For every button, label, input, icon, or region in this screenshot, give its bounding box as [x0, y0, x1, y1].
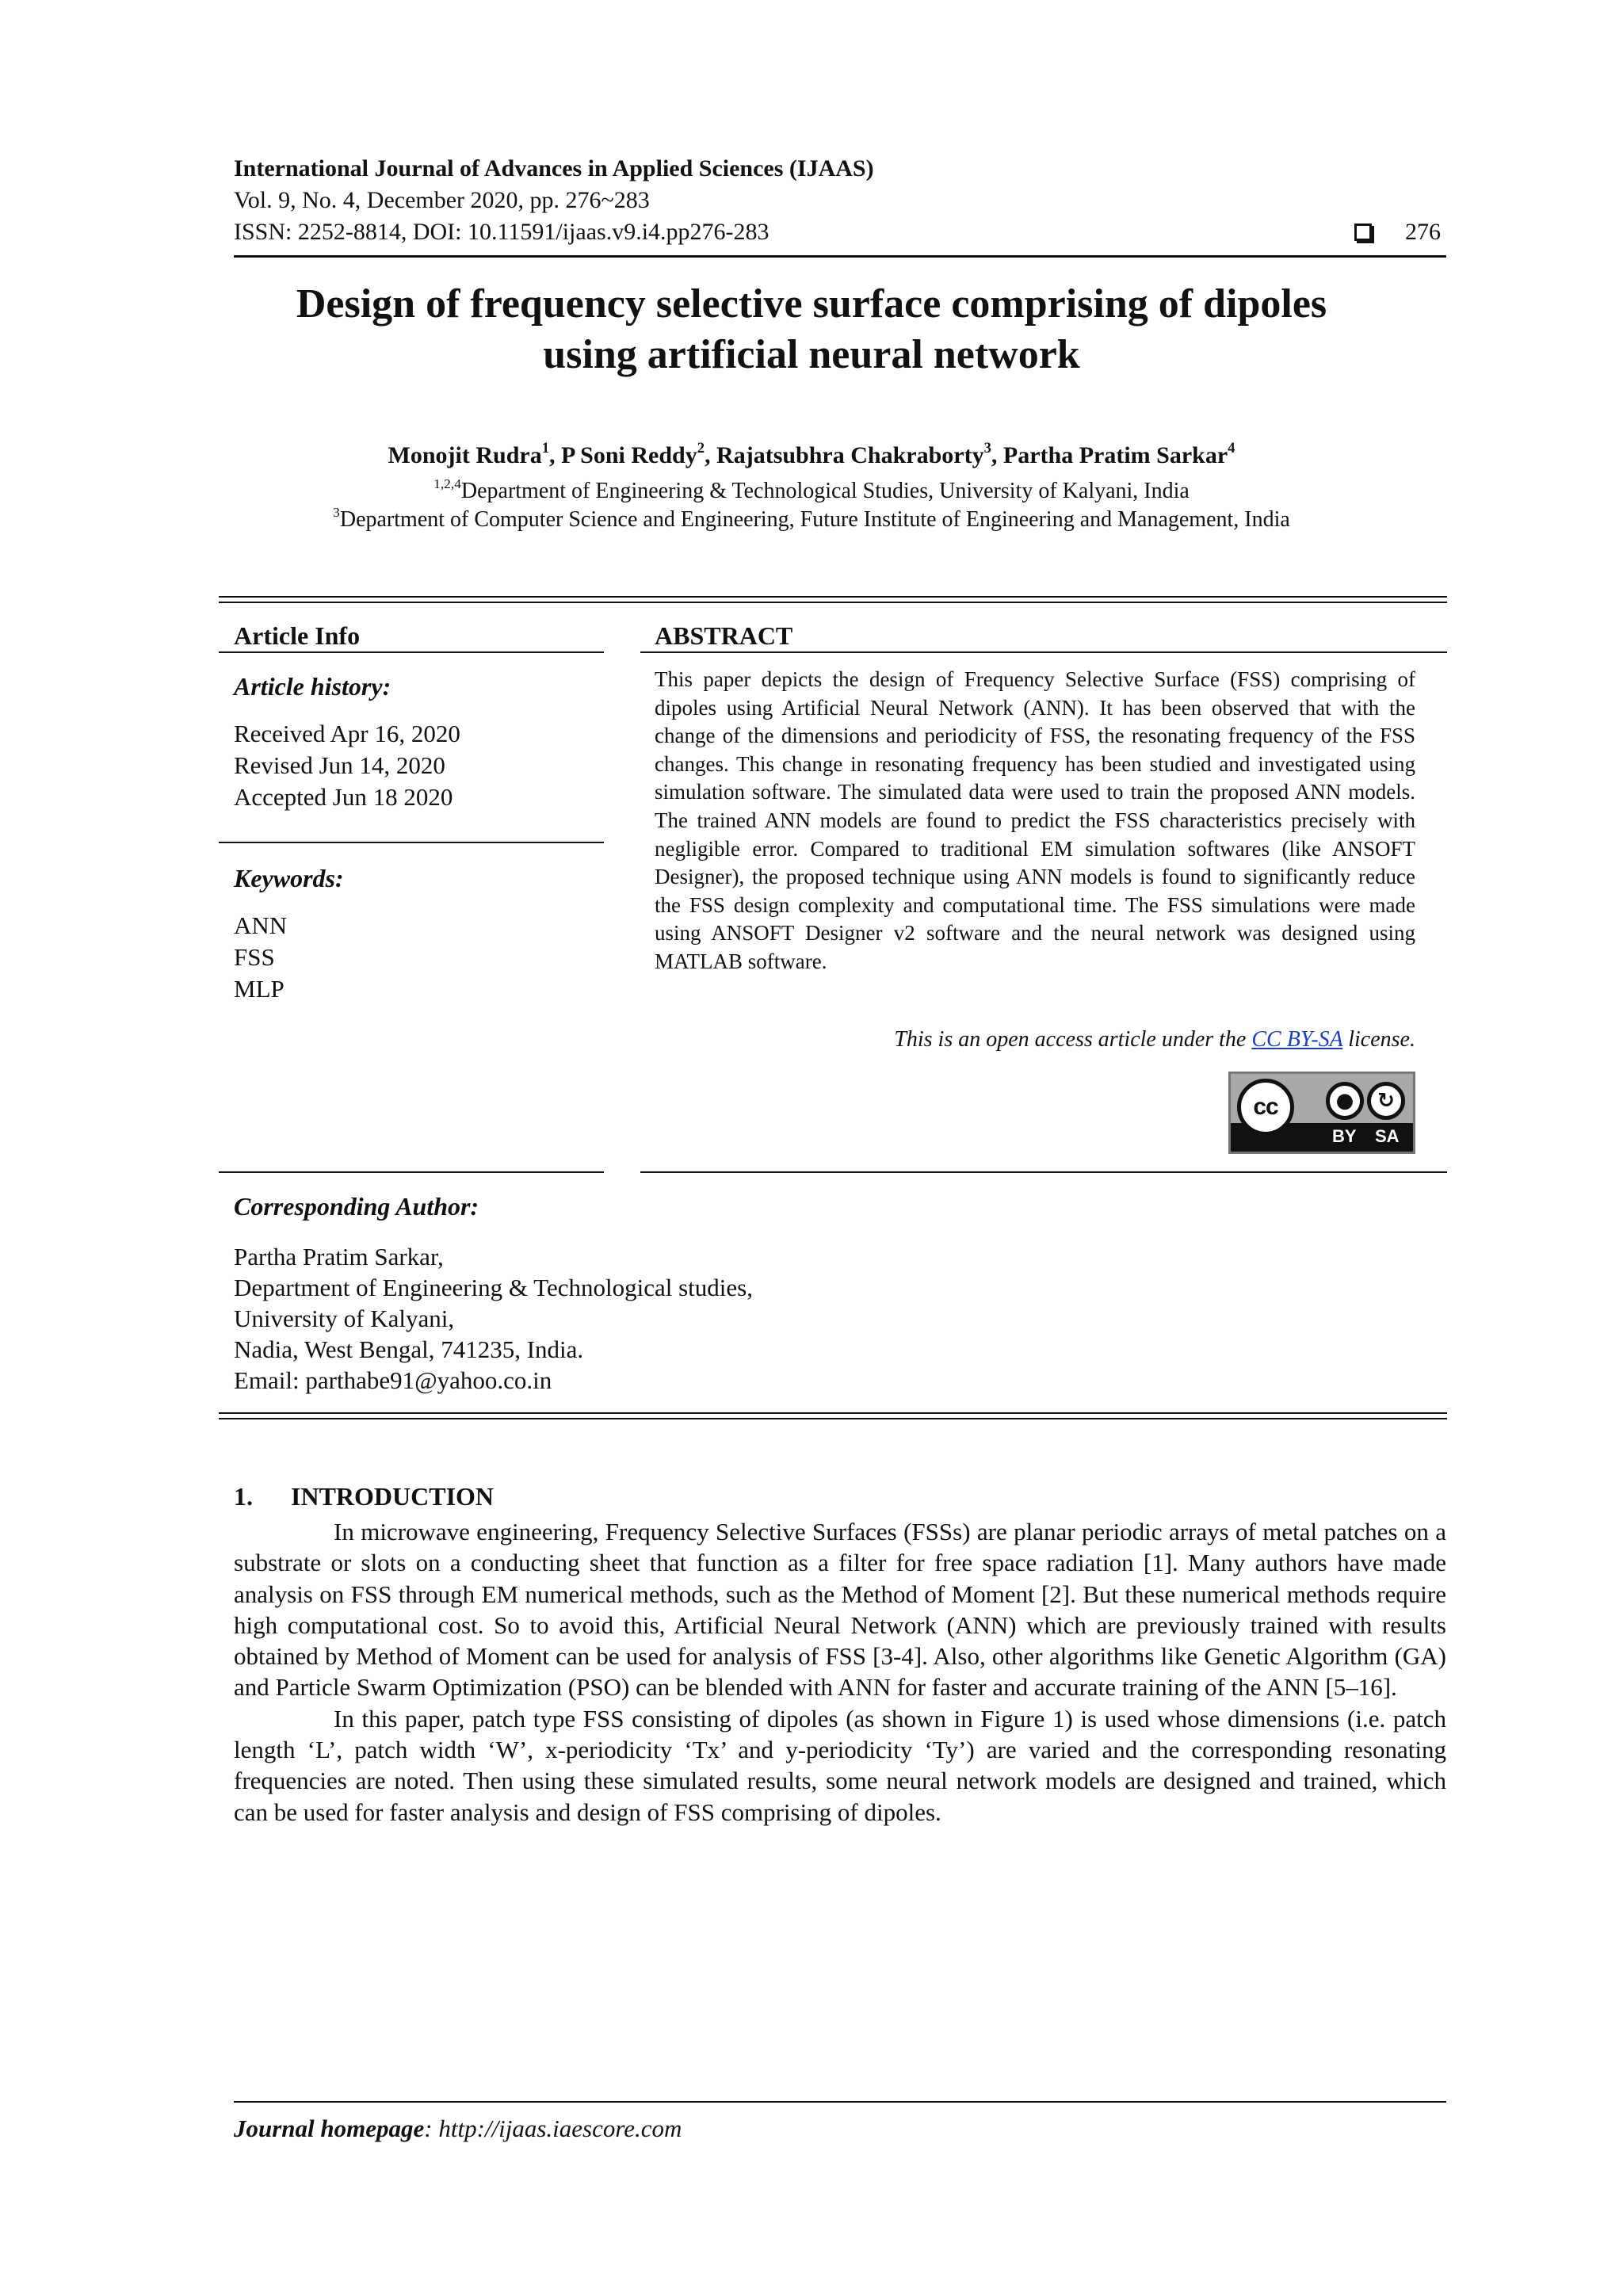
corresponding-author-details — [234, 1241, 753, 1396]
right-column-bottom-rule — [640, 1171, 1447, 1173]
info-box-top-rule-2 — [219, 602, 1447, 603]
keyword-item: ANN — [234, 911, 288, 939]
accepted-date: Accepted Jun 18 2020 — [234, 783, 453, 811]
author-sup: 2 — [697, 440, 705, 457]
info-box-top-rule — [219, 596, 1447, 598]
author-name: Rajatsubhra Chakraborty — [716, 442, 984, 468]
revised-date: Revised Jun 14, 2020 — [234, 751, 445, 779]
keywords-rule — [219, 842, 604, 843]
author-name: Partha Pratim Sarkar — [1002, 442, 1228, 468]
author-sup: 3 — [983, 440, 991, 457]
open-access-note — [894, 1027, 1415, 1052]
corresponding-line: Nadia, West Bengal, 741235, India. — [234, 1335, 584, 1363]
corresponding-line: Department of Engineering & Technological studies, — [234, 1274, 753, 1301]
section-number: 1. — [234, 1482, 253, 1511]
abstract-text: This paper depicts the design of Frequency Selective Surface (FSS) comprising of dipoles using Artificial Neural Network (ANN). It has been observed that with the change of the dimensions and periodicity of FSS, the resonating frequency of the FSS changes. This change in resonating frequency has been studied and investigated using simulation software. The simulated data were used to train the proposed ANN models. The trained ANN models are found to predict the FSS characteristics precisely with negligible error. Compared to traditional EM simulation softwares (like ANSOFT Designer), the proposed technique using ANN models is found to significantly reduce the FSS design complexity and computational time. The FSS simulations were made using ANSOFT Designer v2 software and the neural network was designed using MATLAB software. — [655, 667, 1415, 973]
intro-paragraph-2: In this paper, patch type FSS consisting of dipoles (as shown in Figure 1) is used whose dimensions (i.e. patch length ‘L’, patch width ‘W’, x-periodicity ‘Tx’ and y-periodicity ‘Ty’) are varied and the corresponding resonating frequencies are noted. Then using these simulated results, some neural network models are designed and trained, which can be used for faster analysis and design of FSS comprising of dipoles. — [234, 1704, 1446, 1826]
cc-by-sa-badge[interactable] — [1228, 1072, 1415, 1154]
attribution-person-icon: ● — [1326, 1082, 1364, 1120]
affiliation-2 — [0, 504, 1623, 533]
journal-issn-doi: ISSN: 2252-8814, DOI: 10.11591/ijaas.v9.i4.pp276-283 — [234, 219, 769, 245]
article-history-heading: Article history: — [234, 672, 391, 701]
corresponding-email: Email: parthabe91@yahoo.co.in — [234, 1366, 552, 1394]
keyword-list — [234, 910, 287, 1005]
keyword-item: FSS — [234, 943, 275, 971]
affiliation-sup: 1,2,4 — [433, 476, 461, 491]
paper-title — [0, 279, 1623, 380]
left-column-bottom-rule — [219, 1171, 604, 1173]
journal-name: International Journal of Advances in Applied Sciences (IJAAS) — [234, 155, 874, 181]
abstract-heading: ABSTRACT — [655, 621, 793, 650]
title-line-2: using artificial neural network — [543, 332, 1080, 377]
corresponding-line: University of Kalyani, — [234, 1305, 455, 1332]
keywords-heading: Keywords: — [234, 864, 344, 892]
journal-volume: Vol. 9, No. 4, December 2020, pp. 276~283 — [234, 187, 650, 213]
homepage-label: Journal homepage — [234, 2115, 425, 2142]
info-box-bottom-rule-2 — [219, 1418, 1447, 1419]
homepage-url[interactable]: : http://ijaas.iaescore.com — [424, 2115, 682, 2142]
header-rule — [234, 255, 1446, 258]
author-name: P Soni Reddy — [561, 442, 697, 468]
author-sup: 4 — [1228, 440, 1235, 457]
square-bullet-icon — [1354, 223, 1372, 241]
oa-suffix: license. — [1342, 1027, 1415, 1052]
affiliation-text: Department of Computer Science and Engineering, Future Institute of Engineering and Management, India — [339, 507, 1290, 532]
section-title: INTRODUCTION — [291, 1482, 495, 1511]
intro-paragraph-1: In microwave engineering, Frequency Selective Surfaces (FSSs) are planar periodic arrays of metal patches on a substrate or slots on a conducting sheet that function as a filter for free space radiation [1]. Many authors have made analysis on FSS through EM numerical methods, such as the Method of Moment [2]. But these numerical methods require high computational cost. So to avoid this, Artificial Neural Network (ANN) which are previously trained with results obtained by Method of Moment can be used for analysis of FSS [3-4]. Also, other algorithms like Genetic Algorithm (GA) and Particle Swarm Optimization (PSO) can be blended with ANN for faster and accurate training of the ANN [5–16]. — [234, 1518, 1446, 1702]
cc-by-sa-link[interactable]: CC BY-SA — [1251, 1027, 1343, 1052]
oa-prefix: This is an open access article under the — [894, 1027, 1252, 1052]
received-date: Received Apr 16, 2020 — [234, 720, 460, 747]
article-info-heading: Article Info — [234, 621, 361, 650]
corresponding-line: Partha Pratim Sarkar, — [234, 1243, 444, 1270]
badge-by-label: BY — [1332, 1126, 1357, 1146]
title-line-1: Design of frequency selective surface comprising of dipoles — [296, 281, 1327, 327]
affiliation-text: Department of Engineering & Technological Studies, University of Kalyani, India — [460, 479, 1190, 503]
cc-logo-icon: cc — [1237, 1079, 1294, 1136]
author-sup: 1 — [541, 440, 550, 457]
keyword-item: MLP — [234, 975, 285, 1003]
author-list: Monojit Rudra$^1$, P Soni Reddy$^2$, Rajatsubhra Chakraborty$^3$, Partha Pratim Sarkar$^4$ — [388, 440, 1235, 468]
article-info-rule — [219, 651, 604, 653]
footer-rule — [234, 2101, 1446, 2103]
page-number-block — [1354, 219, 1441, 246]
info-box-bottom-rule — [219, 1412, 1447, 1414]
page-number: 276 — [1405, 219, 1441, 245]
article-history — [234, 718, 460, 813]
affiliation-sup: 3 — [333, 504, 340, 520]
introduction-body — [234, 1516, 1446, 1828]
affiliation-1 — [0, 476, 1623, 504]
journal-homepage — [234, 2115, 682, 2143]
author-name: Monojit Rudra — [388, 442, 542, 468]
badge-sa-label: SA — [1375, 1126, 1400, 1146]
share-alike-icon: ↻ — [1367, 1082, 1405, 1120]
corresponding-author-heading: Corresponding Author: — [234, 1192, 479, 1221]
introduction-heading — [234, 1482, 494, 1511]
abstract-rule — [640, 651, 1447, 653]
